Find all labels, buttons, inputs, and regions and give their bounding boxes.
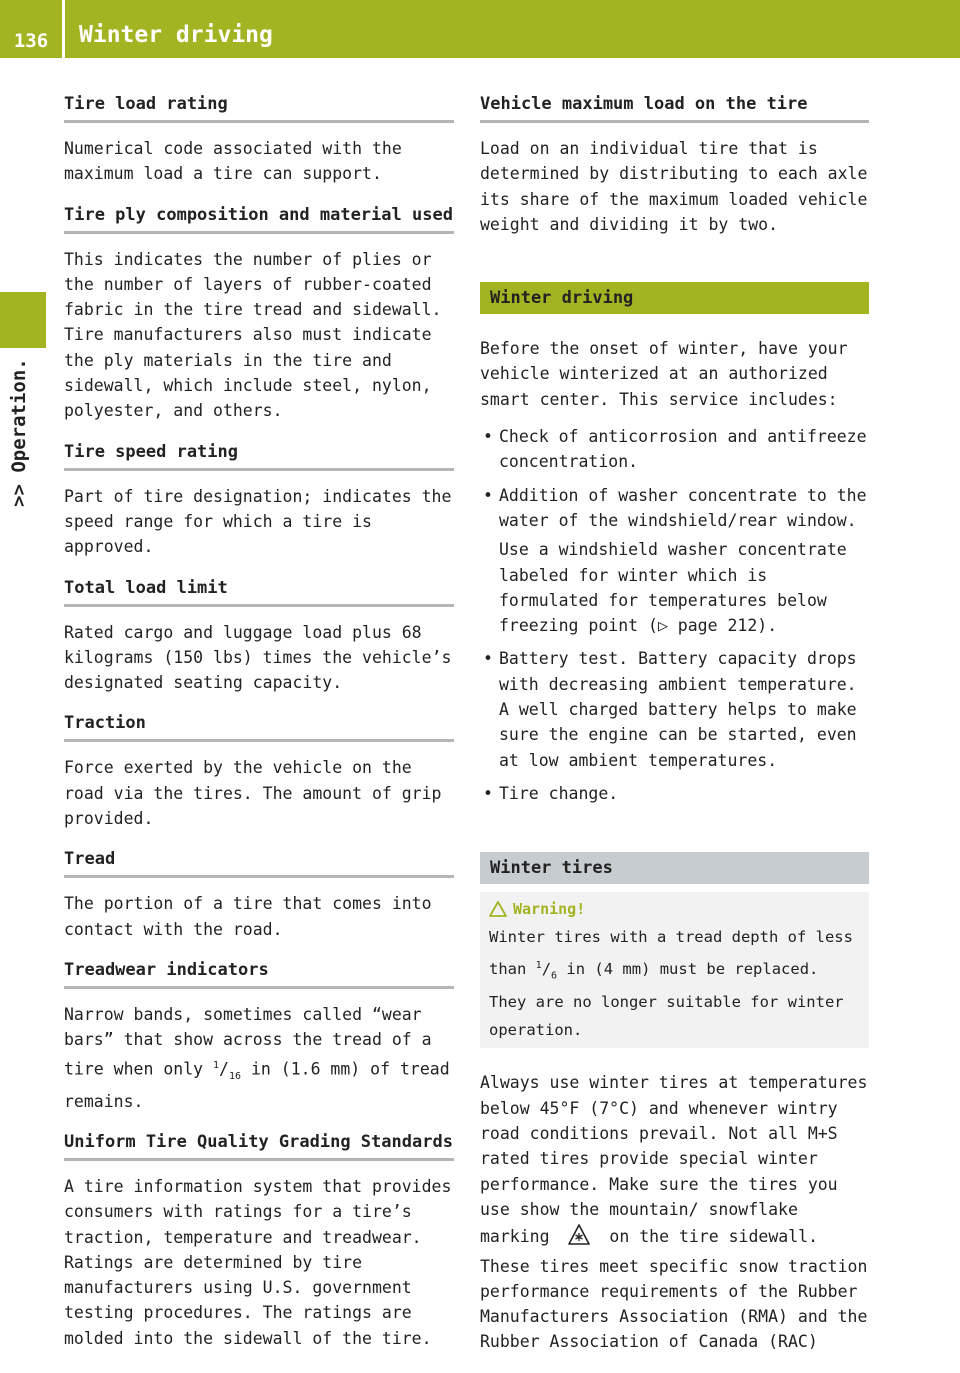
fraction-denominator: 16 xyxy=(228,1070,242,1082)
term-traction: Traction xyxy=(64,713,454,742)
bullet-icon: • xyxy=(483,427,493,447)
chapter-label: >> Operation. xyxy=(8,358,30,507)
chapter-tab xyxy=(0,292,46,348)
definition-utqg-standards: A tire information system that provides consumers with ratings for a tire’s traction, temperature and treadwear. Ratings are determined by tire manufacturers using U.S. government testing procedures. The ratings are molded into the sidewall of the tire. xyxy=(64,1176,452,1348)
header-divider xyxy=(62,0,65,58)
list-item xyxy=(480,781,869,806)
right-column xyxy=(480,94,869,1373)
list-item xyxy=(480,424,869,475)
list-item xyxy=(480,646,869,772)
list-item-text: Addition of washer concentrate to the water of the windshield/rear window. xyxy=(499,485,867,530)
text-segment: in (4 mm) must be replaced. They are no longer suitable for winter operation. xyxy=(489,959,844,1039)
page-title: Winter driving xyxy=(79,22,273,48)
page-number: 136 xyxy=(13,30,49,52)
list-item-subtext: Use a windshield washer concentrate labeled for winter which is formulated for temperatures below freezing point (▷ page 212). xyxy=(499,540,847,636)
section-heading-winter-tires: Winter tires xyxy=(480,852,869,884)
definition-vehicle-maximum-load: Load on an individual tire that is determined by distributing to each axle its share of the maximum loaded vehicle weight and dividing it by two. xyxy=(480,139,868,234)
term-vehicle-maximum-load: Vehicle maximum load on the tire xyxy=(480,94,869,123)
left-column xyxy=(64,94,454,1369)
fraction-numerator: 1 xyxy=(535,959,542,971)
text-segment: Narrow bands, sometimes called “wear bars” that show across the tread of a tire when only xyxy=(64,1004,432,1079)
fraction-numerator: 1 xyxy=(213,1059,220,1071)
mountain-snowflake-icon xyxy=(559,1222,599,1253)
term-total-load-limit: Total load limit xyxy=(64,578,454,607)
bullet-icon: • xyxy=(483,783,493,803)
term-tire-speed-rating: Tire speed rating xyxy=(64,442,454,471)
bullet-icon: • xyxy=(483,649,493,669)
definition-tire-speed-rating: Part of tire designation; indicates the speed range for which a tire is approved. xyxy=(64,486,452,557)
warning-header xyxy=(489,898,860,920)
winter-driving-intro: Before the onset of winter, have your vehicle winterized at an authorized smart center. This service includes: xyxy=(480,339,848,409)
winter-tires-body xyxy=(480,1070,869,1354)
term-tread: Tread xyxy=(64,849,454,878)
text-segment: Always use winter tires at temperatures below 45°F (7°C) and whenever wintry road conditions prevail. Not all M+S rated tires provide special winter performance. Make sure the tires you use show the mountain/ snowflake marking xyxy=(480,1073,868,1247)
term-tire-ply-composition: Tire ply composition and material used xyxy=(64,205,454,234)
definition-total-load-limit: Rated cargo and luggage load plus 68 kilograms (150 lbs) times the vehicle’s designated seating capacity. xyxy=(64,622,452,693)
bullet-icon: • xyxy=(483,485,493,505)
definition-traction: Force exerted by the vehicle on the road via the tires. The amount of grip provided. xyxy=(64,758,442,829)
list-item-text: Tire change. xyxy=(499,783,619,803)
definition-treadwear-indicators: Narrow bands, sometimes called “wear bars” that show across the tread of a tire when only $^1/_{16}$ in (1.6 mm) of tread remains. xyxy=(64,1004,450,1111)
fraction-denominator: 6 xyxy=(551,969,558,981)
definition-tire-ply-composition: This indicates the number of plies or the number of layers of rubber-coated fabric in the tire tread and sidewall. Tire manufacturers also must indicate the ply materials in the tire and sidewall, which include steel, nylon, polyester, and others. xyxy=(64,249,442,421)
warning-text: Winter tires with a tread depth of less than $^1/_6$ in (4 mm) must be replaced. They are no longer suitable for winter operation. xyxy=(489,928,853,1039)
warning-box xyxy=(480,892,869,1048)
list-item-text: Battery test. Battery capacity drops with decreasing ambient temperature. A well charged battery helps to make sure the engine can be started, even at low ambient temperatures. xyxy=(499,649,857,770)
section-heading-winter-driving: Winter driving xyxy=(480,282,869,314)
term-treadwear-indicators: Treadwear indicators xyxy=(64,960,454,989)
text-segment: in (1.6 mm) of tread remains. xyxy=(64,1059,450,1111)
warning-triangle-icon xyxy=(489,901,507,917)
header-bar xyxy=(0,0,960,58)
text-segment: on the tire sidewall. These tires meet specific snow traction performance requirements of the Rubber Manufacturers Association (RMA) and the Rubber Association of Canada (RAC) xyxy=(480,1227,868,1352)
list-item-text: Check of anticorrosion and antifreeze concentration. xyxy=(499,427,867,472)
definition-tire-load-rating: Numerical code associated with the maximum load a tire can support. xyxy=(64,139,402,184)
definition-tread: The portion of a tire that comes into contact with the road. xyxy=(64,894,432,939)
winterization-list xyxy=(480,424,869,806)
term-tire-load-rating: Tire load rating xyxy=(64,94,454,123)
term-utqg-standards: Uniform Tire Quality Grading Standards xyxy=(64,1132,454,1161)
list-item xyxy=(480,483,869,639)
warning-title: Warning! xyxy=(513,900,586,919)
text-segment: Winter tires with a tread depth of less than xyxy=(489,928,853,978)
